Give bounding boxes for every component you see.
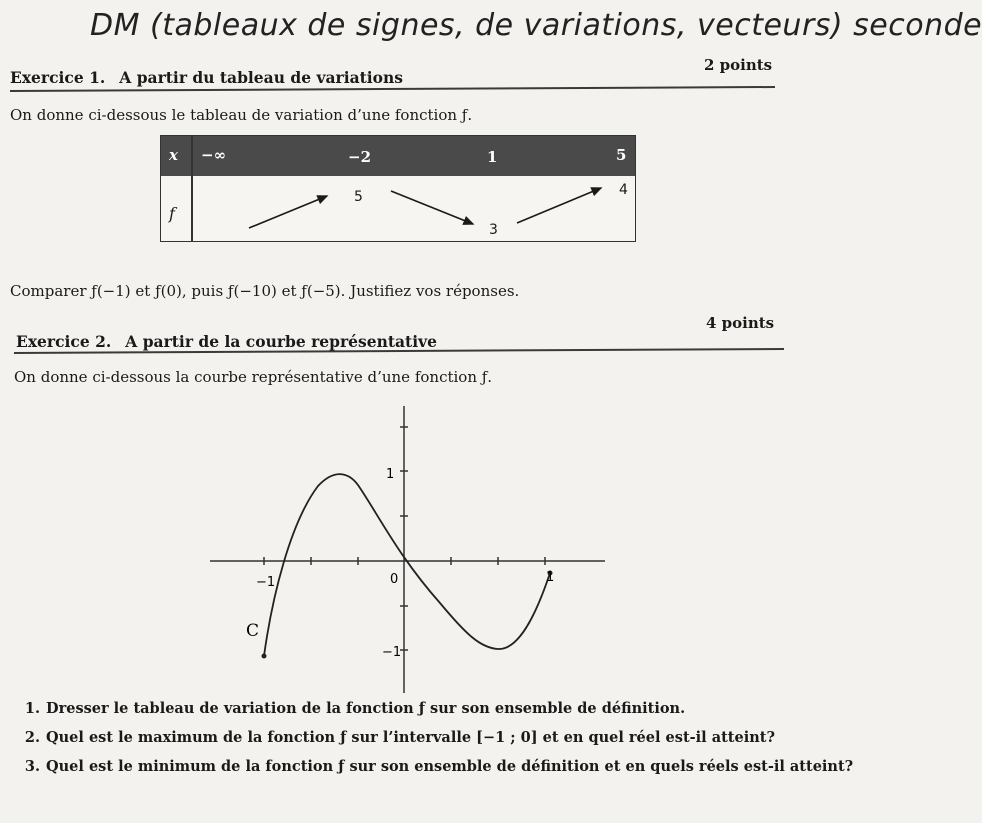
exercise2-heading [16,332,437,351]
question-1-number: 1. [24,700,40,717]
exercise1-subtitle: A partir du tableau de variations [119,68,404,87]
function-curve [264,474,550,656]
exercise2-title: Exercice 2. [16,332,112,351]
exercise1-intro: On donne ci-dessous le tableau de variation d’une fonction ƒ. [10,106,473,124]
exercise2-questions [10,700,853,787]
label-y-neg: −1 [382,645,402,660]
question-3-number: 3. [24,758,40,775]
table-x-value-1: −∞ [201,146,227,164]
exercise1-title: Exercice 1. [10,68,106,87]
curve-label: C [246,621,260,641]
question-2-number: 2. [24,729,40,746]
arrow-decreasing [391,191,473,224]
exercise1-question: Comparer ƒ(−1) et ƒ(0), puis ƒ(−10) et ƒ(−5). Justifiez vos réponses. [10,282,520,300]
exercise1-points: 2 points [704,56,773,74]
question-2-text: Quel est le maximum de la fonction ƒ sur l’intervalle [−1 ; 0] et en quel réel est-il atteint? [46,729,775,746]
table-f-value-min: 3 [489,222,498,238]
curve-start-point [262,654,267,659]
table-f-value-max: 5 [354,189,363,205]
exercise2-intro: On donne ci-dessous la courbe représentative d’une fonction ƒ. [14,368,493,386]
arrow-increasing-2 [517,188,601,223]
variation-table [160,135,636,242]
exercise1-heading [10,68,403,87]
label-x-neg: −1 [256,575,276,590]
table-x-value-4: 5 [616,146,627,164]
arrow-increasing-1 [249,196,327,228]
question-1 [10,700,853,729]
handwritten-title: DM (tableaux de signes, de variations, vecteurs) seconde [90,8,982,43]
function-graph [200,398,620,698]
variation-arrows [161,136,635,241]
question-3 [10,758,853,787]
label-x-pos: 1 [546,570,555,585]
question-3-text: Quel est le minimum de la fonction ƒ sur son ensemble de définition et en quels réels est-il atteint? [46,758,854,775]
table-x-value-3: 1 [487,148,498,166]
table-f-value-end: 4 [619,182,628,198]
question-2 [10,729,853,758]
table-x-value-2: −2 [348,148,372,166]
question-1-text: Dresser le tableau de variation de la fonction ƒ sur son ensemble de définition. [46,700,686,717]
exercise2-subtitle: A partir de la courbe représentative [125,332,437,351]
table-f-label: f [169,204,175,223]
label-y-pos: 1 [386,467,395,482]
label-x-zero: 0 [390,572,399,587]
exercise2-points: 4 points [706,314,775,332]
table-x-label: x [169,146,178,164]
